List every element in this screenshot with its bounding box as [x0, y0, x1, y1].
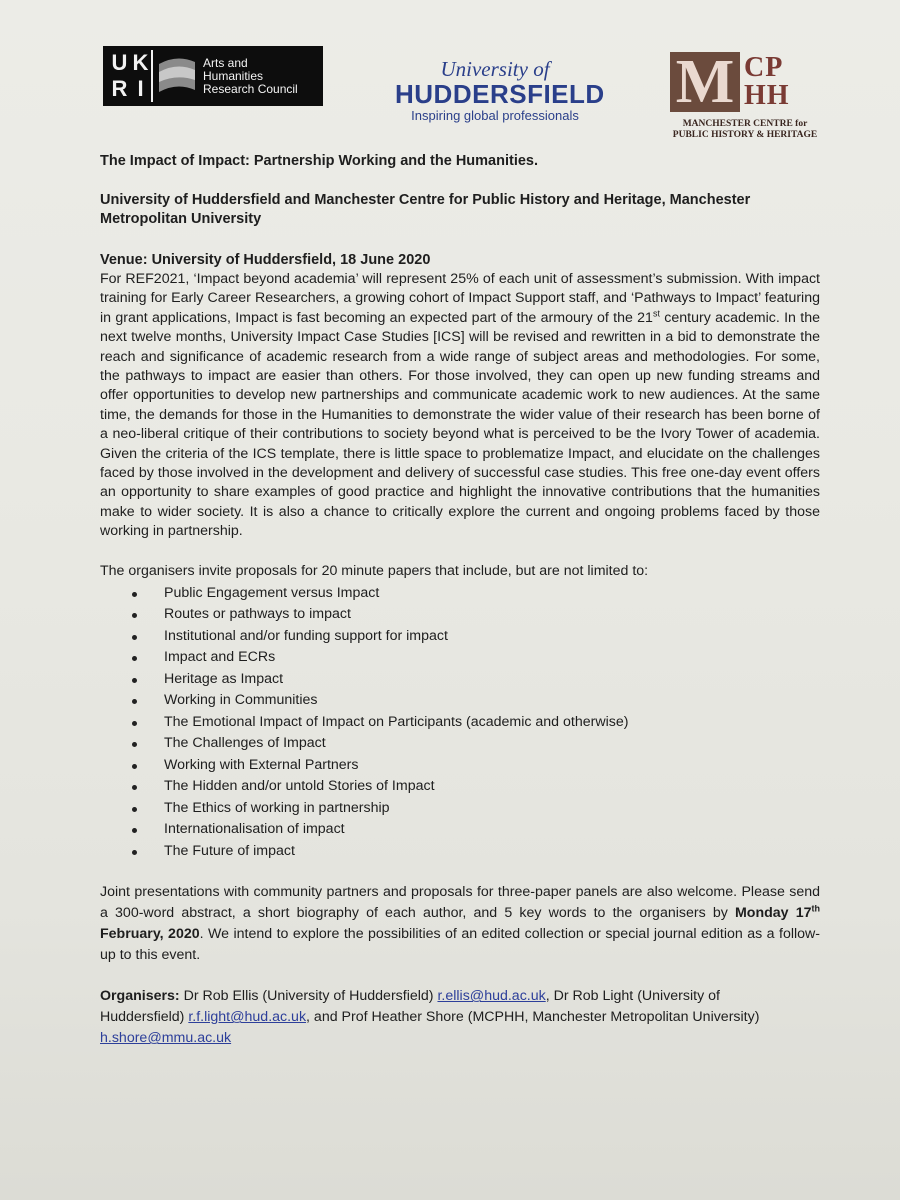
ahrc-name: Arts and Humanities Research Council — [203, 55, 298, 96]
email-link-light[interactable]: r.f.light@hud.ac.uk — [188, 1009, 307, 1026]
ukri-ahrc-logo — [103, 46, 323, 106]
list-item: The Ethics of working in partnership — [100, 798, 820, 820]
logo-header — [0, 0, 900, 150]
ukri-mark: U K R I — [109, 50, 153, 102]
call-for-papers: The organisers invite proposals for 20 minute papers that include, but are not limited to: — [100, 562, 649, 579]
mcphh-caption: MANCHESTER CENTRE for PUBLIC HISTORY & HERITAGE — [672, 119, 818, 140]
huddersfield-logo-main: HUDDERSFIELD — [395, 79, 605, 109]
list-item: Working in Communities — [100, 690, 820, 712]
organisers-label: Organisers: — [100, 988, 180, 1005]
submission-instructions: Joint presentations with community partners and proposals for three-paper panels are also welcome. Please send a 300-word abstract, a short biography of each author, and 5 key words to the organisers by Monday 17th February, 2020. We intend to explore the possibilities of an edited collection or special journal edition as a follow-up to this event. — [100, 884, 820, 964]
email-link-ellis[interactable]: r.ellis@hud.ac.uk — [437, 988, 546, 1005]
venue-date: Venue: University of Huddersfield, 18 June 2020 — [100, 252, 431, 268]
list-item: The Challenges of Impact — [100, 733, 820, 755]
mcphh-logo — [670, 48, 820, 152]
email-link-shore[interactable]: h.shore@mmu.ac.uk — [100, 1030, 232, 1047]
event-title: The Impact of Impact: Partnership Working and the Humanities. — [100, 153, 539, 169]
mcphh-cp-letters: CP — [744, 52, 784, 83]
mcphh-hh-letters: HH — [744, 80, 790, 111]
intro-paragraph: For REF2021, ‘Impact beyond academia’ will represent 25% of each unit of assessment’s submission. With impact training for Early Career Researchers, a growing cohort of Impact Support staff, and ‘Pathways to Impact’ featuring in grant applications, Impact is fast becoming an expected part of the armoury of the 21st century academic. In the next twelve months, University Impact Case Studies [ICS] will be revised and rewritten in a bid to demonstrate the reach and significance of academic research from a wide range of subject areas and methodologies. For some, the pathways to impact are easier than others. For those involved, they can open up new funding streams and offer opportunities to develop new partnerships and communicate academic work to new audiences. At the same time, the demands for those in the Humanities to demonstrate the wider value of their research has been borne of a neo-liberal critique of their contributions to society beyond what is perceived to be the Ivory Tower of academia. Given the criteria of the ICS template, there is little space to problematize Impact, and elucidate on the challenges faced by those involved in the development and delivery of successful case studies. This free one-day event offers an opportunity to share examples of good practice and highlight the innovative contributions that the humanities make to wider society. It is also a chance to critically explore the current and ongoing problems faced by those working in partnership. — [100, 271, 820, 540]
flyer-body — [100, 150, 820, 1049]
mcphh-m-letter: M — [670, 52, 740, 112]
host-institutions: University of Huddersfield and Manchester Centre for Public History and Heritage, Manchester Metropolitan University — [100, 192, 751, 227]
list-item: Internationalisation of impact — [100, 819, 820, 841]
list-item: Routes or pathways to impact — [100, 604, 820, 626]
huddersfield-logo — [395, 57, 605, 124]
list-item: Heritage as Impact — [100, 669, 820, 691]
list-item: Impact and ECRs — [100, 647, 820, 669]
huddersfield-logo-top: University of — [440, 57, 550, 81]
topics-list — [100, 583, 820, 863]
list-item: Working with External Partners — [100, 755, 820, 777]
list-item: Institutional and/or funding support for impact — [100, 626, 820, 648]
list-item: The Hidden and/or untold Stories of Impact — [100, 776, 820, 798]
huddersfield-tagline: Inspiring global professionals — [411, 108, 579, 123]
ukri-wave-graphic — [157, 50, 197, 102]
organisers-paragraph: Organisers: Dr Rob Ellis (University of Huddersfield) r.ellis@hud.ac.uk, Dr Rob Light (University of Huddersfield) r.f.light@hud.ac.uk, and Prof Heather Shore (MCPHH, Manchester Metropolitan University) h.shore@mmu.ac.uk — [100, 988, 760, 1047]
submission-deadline: Monday 17th February, 2020 — [100, 903, 820, 943]
list-item: Public Engagement versus Impact — [100, 583, 820, 605]
list-item: The Emotional Impact of Impact on Participants (academic and otherwise) — [100, 712, 820, 734]
list-item: The Future of impact — [100, 841, 820, 863]
